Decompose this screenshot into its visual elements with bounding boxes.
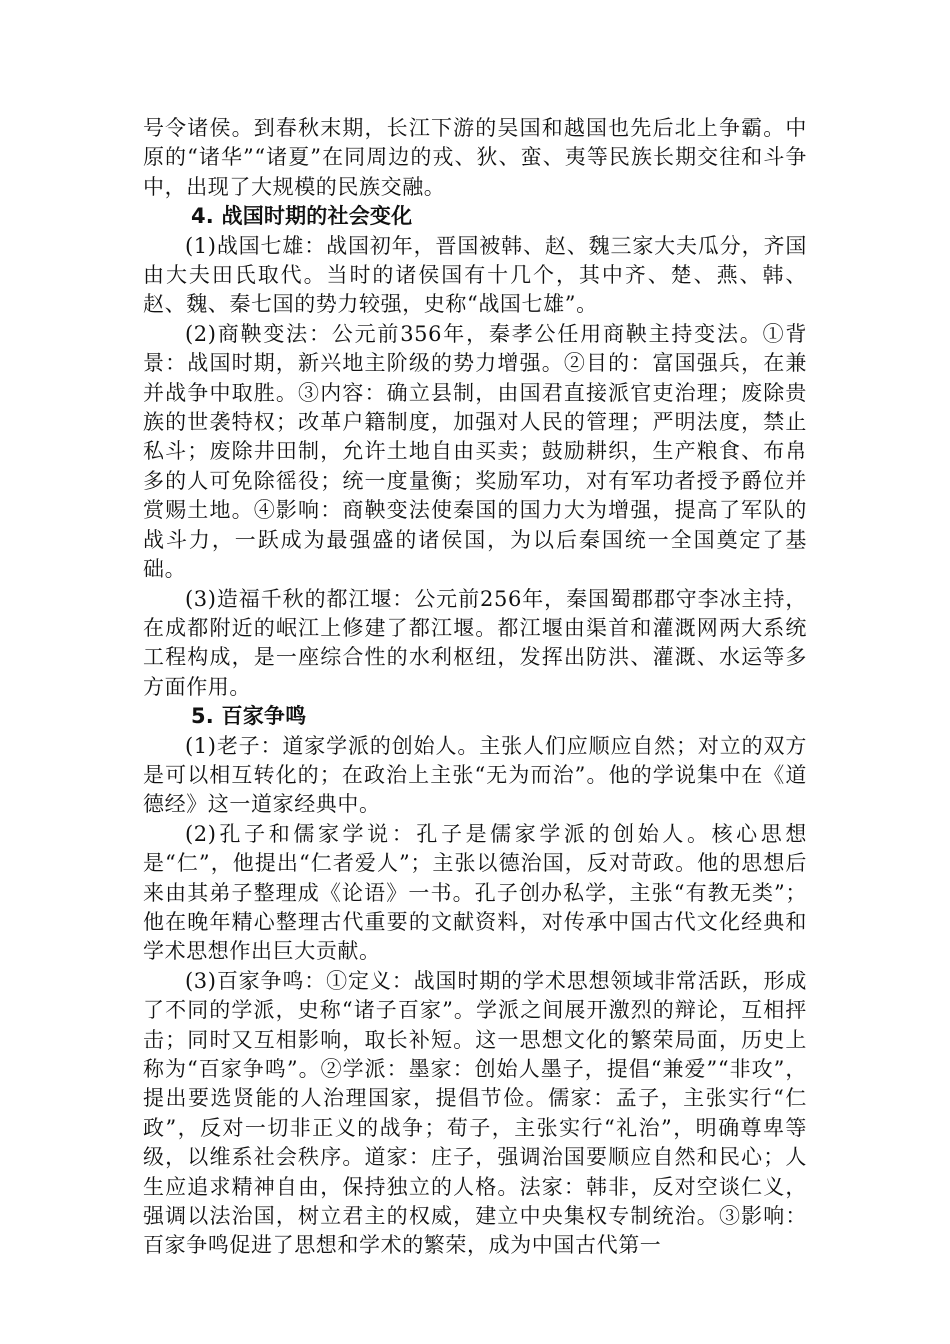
paragraph-seven-states: (1)战国七雄：战国初年，晋国被韩、赵、魏三家大夫瓜分，齐国由大夫田氏取代。当时的诸侯国有十几个，其中齐、楚、燕、韩、赵、魏、秦七国的势力较强，史称“战国七雄”。 [143,233,807,317]
section-heading-warring-states: 4. 战国时期的社会变化 [191,204,413,229]
paragraph-dujiangyan: (3)造福千秋的都江堰：公元前256年，秦国蜀郡郡守李冰主持，在成都附近的岷江上修建了都江堰。都江堰由渠首和灌溉网两大系统工程构成，是一座综合性的水利枢纽，发挥出防洪、灌溉、水运等多方面作用。 [143,586,807,699]
section-heading-hundred-schools: 5. 百家争鸣 [191,704,307,729]
paragraph-confucius: (2)孔子和儒家学说：孔子是儒家学派的创始人。核心思想是“仁”，他提出“仁者爱人”；主张以德治国，反对苛政。他的思想后来由其弟子整理成《论语》一书。孔子创办私学，主张“有教无类”；他在晚年精心整理古代重要的文献资料，对传承中国古代文化经典和学术思想作出巨大贡献。 [143,821,807,964]
document-page [143,114,807,1261]
paragraph-hundred-schools: (3)百家争鸣：①定义：战国时期的学术思想领域非常活跃，形成了不同的学派，史称“诸子百家”。学派之间展开激烈的辩论，互相抨击；同时又互相影响，取长补短。这一思想文化的繁荣局面，历史上称为“百家争鸣”。②学派：墨家：创始人墨子，提倡“兼爱”“非攻”，提出要选贤能的人治理国家，提倡节俭。儒家：孟子，主张实行“仁政”，反对一切非正义的战争；荀子，主张实行“礼治”，明确尊卑等级，以维系社会秩序。道家：庄子，强调治国要顺应自然和民心；人生应追求精神自由，保持独立的人格。法家：韩非，反对空谈仁义，强调以法治国，树立君主的权威，建立中央集权专制统治。③影响：百家争鸣促进了思想和学术的繁荣，成为中国古代第一 [143,968,807,1258]
paragraph-laozi: (1)老子：道家学派的创始人。主张人们应顺应自然；对立的双方是可以相互转化的；在政治上主张“无为而治”。他的学说集中在《道德经》这一道家经典中。 [143,733,807,817]
paragraph-shang-yang-reform: (2)商鞅变法：公元前356年，秦孝公任用商鞅主持变法。①背景：战国时期，新兴地主阶级的势力增强。②目的：富国强兵，在兼并战争中取胜。③内容：确立县制，由国君直接派官吏治理；废除贵族的世袭特权；改革户籍制度，加强对人民的管理；严明法度，禁止私斗；废除井田制，允许土地自由买卖；鼓励耕织，生产粮食、布帛多的人可免除徭役；统一度量衡；奖励军功，对有军功者授予爵位并赏赐土地。④影响：商鞅变法使秦国的国力大为增强，提高了军队的战斗力，一跃成为最强盛的诸侯国，为以后秦国统一全国奠定了基础。 [143,321,807,582]
continuation-paragraph: 号令诸侯。到春秋末期，长江下游的吴国和越国也先后北上争霸。中原的“诸华”“诸夏”在同周边的戎、狄、蛮、夷等民族长期交往和斗争中，出现了大规模的民族交融。 [143,116,807,199]
